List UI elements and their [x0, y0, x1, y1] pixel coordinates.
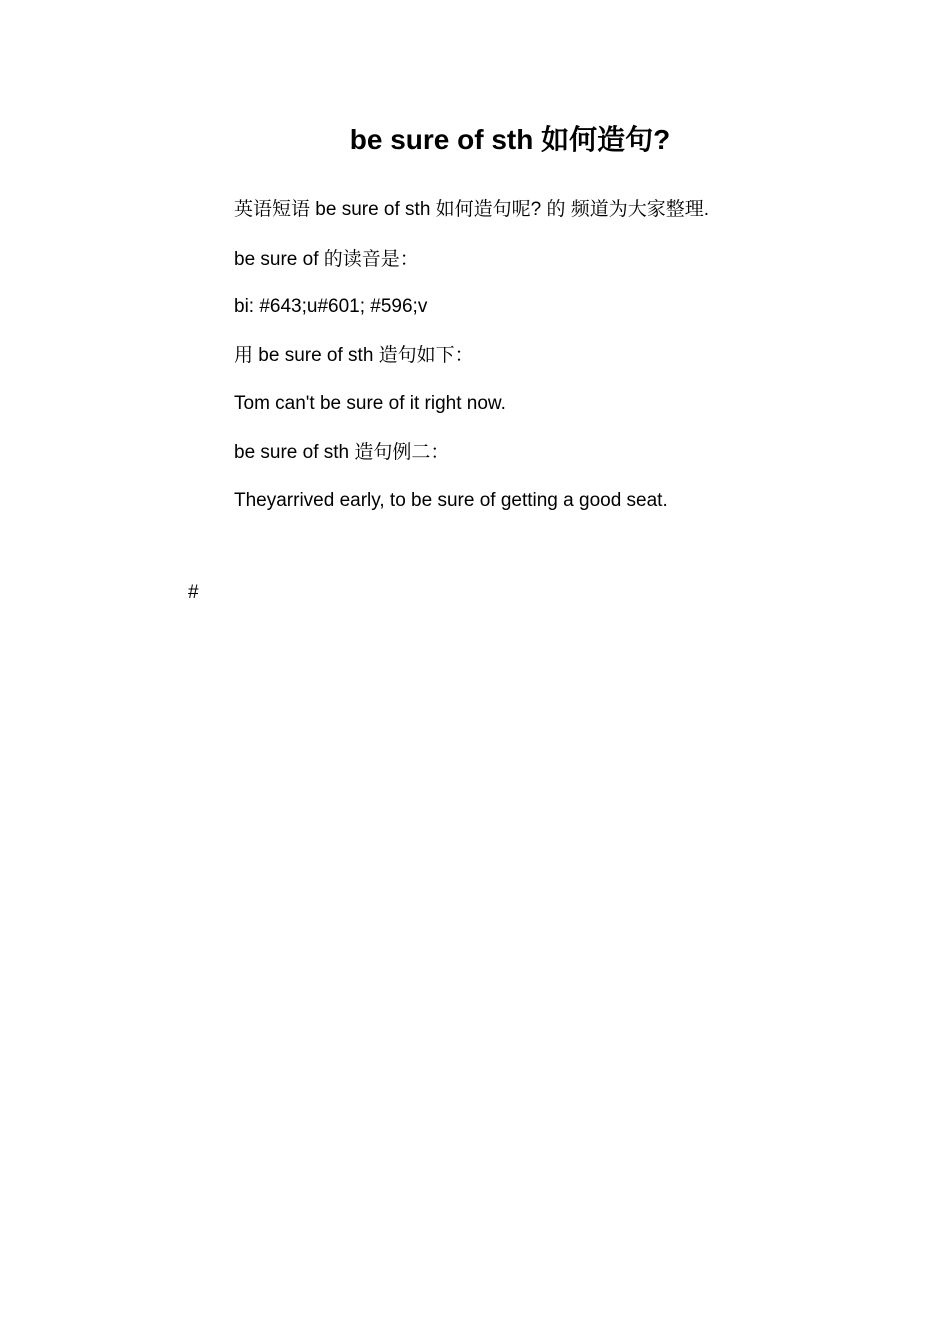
pronunciation-heading: be sure of 的读音是： — [234, 249, 419, 270]
example-sentence-2: Theyarrived early, to be sure of getting a good seat. — [234, 490, 668, 511]
footer-mark: # — [188, 582, 199, 603]
intro-paragraph: 英语短语 be sure of sth 如何造句呢? 的 频道为大家整理. — [234, 199, 710, 220]
example-heading-2: be sure of sth 造句例二： — [234, 442, 450, 463]
example-sentence-1: Tom can't be sure of it right now. — [234, 393, 506, 414]
pronunciation-text: bi: #643;u#601; #596;v — [234, 296, 428, 317]
page-title: be sure of sth 如何造句? — [349, 124, 671, 155]
example-heading-1: 用 be sure of sth 造句如下： — [234, 345, 474, 366]
